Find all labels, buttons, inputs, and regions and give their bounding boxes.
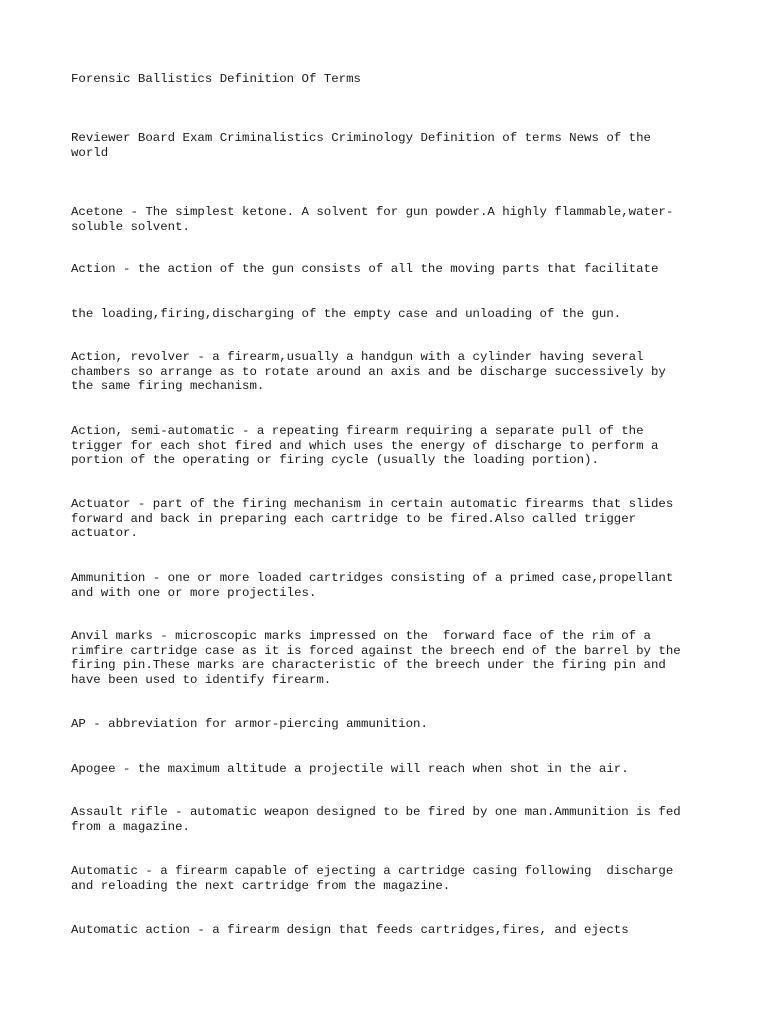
- term-action-semi-automatic: Action, semi-automatic - a repeating firearm requiring a separate pull of the trigger for each shot fired and which uses the energy of discharge to perform a portion of the operating or firing cycle (usually the loading portion).: [71, 424, 659, 468]
- term-automatic: Automatic - a firearm capable of ejecting a cartridge casing following discharge and reloading the next cartridge from the magazine.: [71, 864, 674, 893]
- term-automatic-action: Automatic action - a firearm design that feeds cartridges,fires, and ejects: [71, 923, 629, 937]
- term-acetone: Acetone - The simplest ketone. A solvent for gun powder.A highly flammable,water- soluble solvent.: [71, 205, 674, 234]
- term-anvil-marks: Anvil marks - microscopic marks impressed on the forward face of the rim of a rimfire cartridge case as it is forced against the breech end of the barrel by the firing pin.These marks are characteristic of the breech under the firing pin and have been used to identify firearm.: [71, 629, 681, 688]
- term-actuator: Actuator - part of the firing mechanism in certain automatic firearms that slides forward and back in preparing each cartridge to be fired.Also called trigger actuator.: [71, 497, 674, 541]
- document-title: Forensic Ballistics Definition Of Terms: [71, 72, 361, 86]
- term-ammunition: Ammunition - one or more loaded cartridges consisting of a primed case,propellant and with one or more projectiles.: [71, 571, 674, 600]
- term-action-continued: the loading,firing,discharging of the empty case and unloading of the gun.: [71, 307, 622, 321]
- term-ap: AP - abbreviation for armor-piercing ammunition.: [71, 717, 428, 731]
- term-assault-rifle: Assault rifle - automatic weapon designed to be fired by one man.Ammunition is fed from a magazine.: [71, 805, 681, 834]
- term-action-revolver: Action, revolver - a firearm,usually a handgun with a cylinder having several chambers so arrange as to rotate around an axis and be discharge successively by the same firing mechanism.: [71, 350, 666, 394]
- document-subtitle: Reviewer Board Exam Criminalistics Criminology Definition of terms News of the world: [71, 131, 651, 160]
- term-action: Action - the action of the gun consists of all the moving parts that facilitate: [71, 262, 659, 276]
- term-apogee: Apogee - the maximum altitude a projectile will reach when shot in the air.: [71, 762, 629, 776]
